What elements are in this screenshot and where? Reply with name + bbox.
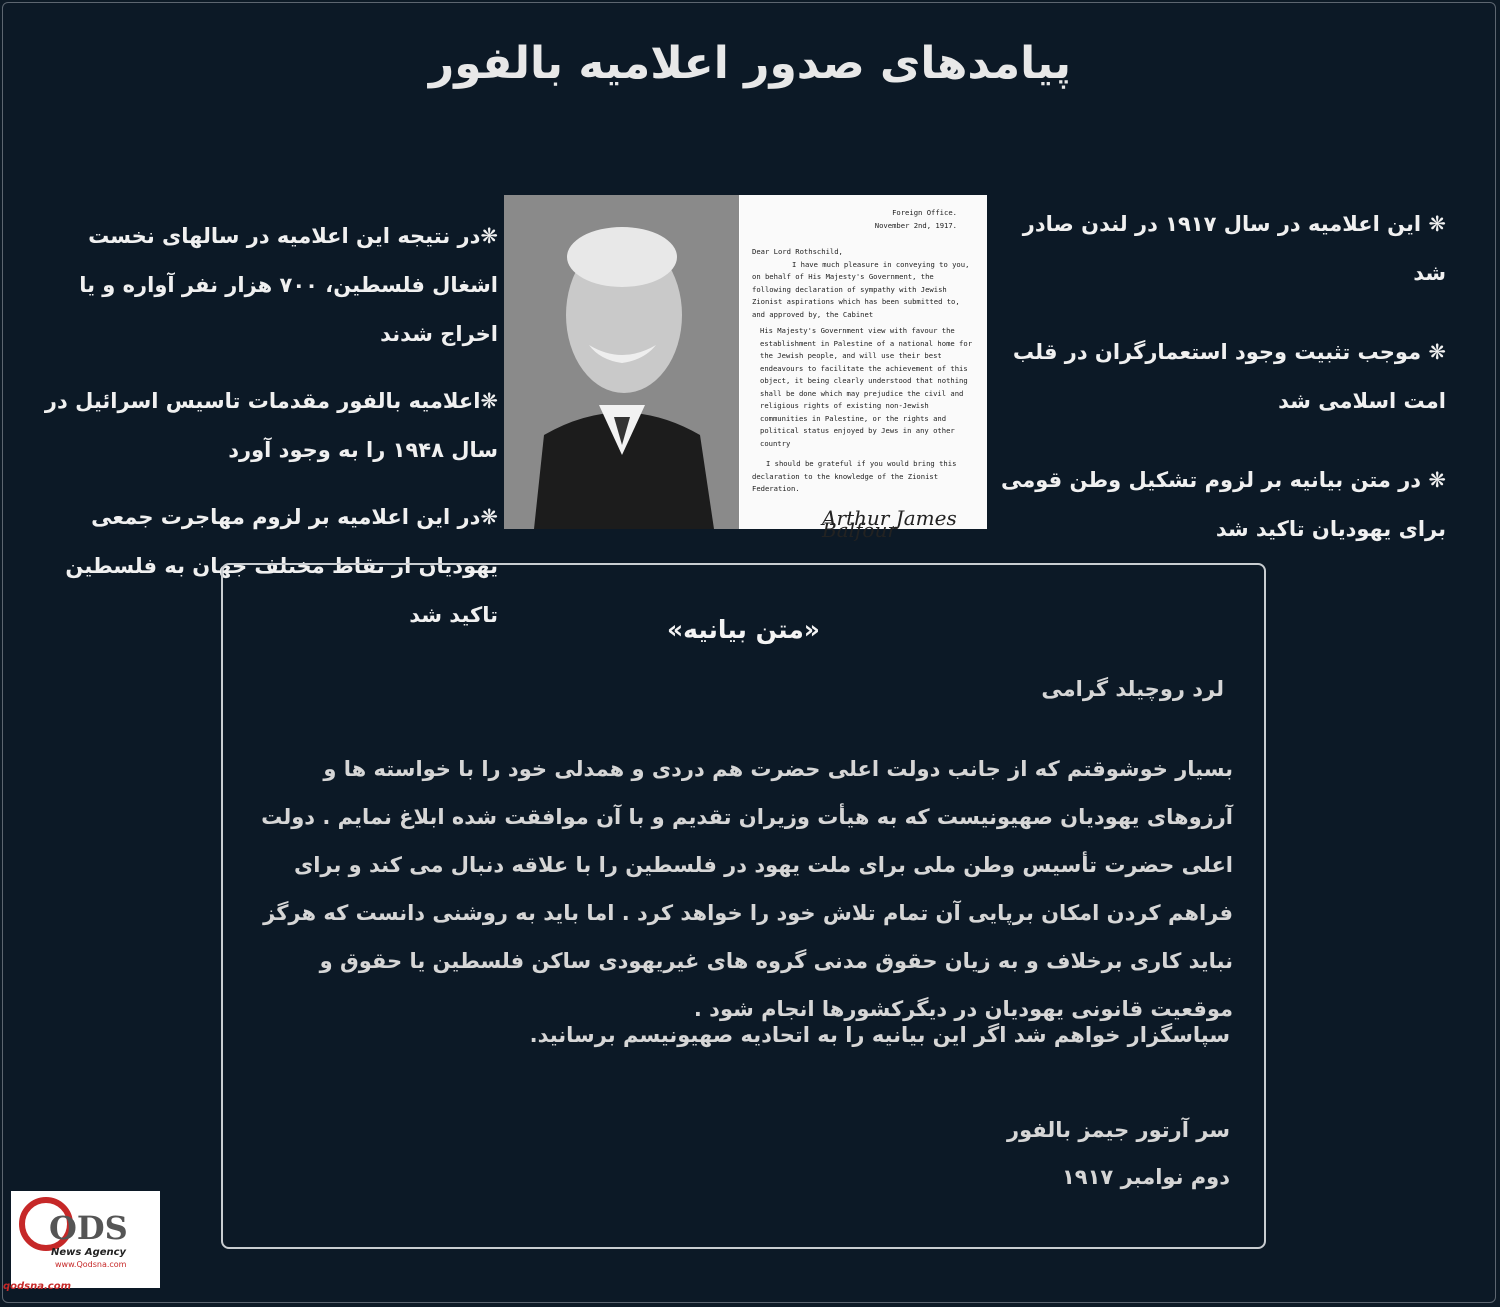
- left-point: ❋در این اعلامیه بر لزوم مهاجرت جمعی یهودیان از نقاط مختلف جهان به فلسطین تاکید شد: [65, 505, 498, 627]
- portrait-drawing: [504, 195, 739, 529]
- page-title: پیامدهای صدور اعلامیه بالفور: [428, 38, 1072, 89]
- statement-title: «متن بیانیه»: [667, 615, 820, 644]
- letter-quote: His Majesty's Government view with favour the establishment in Palestine of a national home for the Jewish people, and will use their best endeavours to facilitate the achievement of this object, it being clearly understood that nothing shall be done which may prejudice the civil and religious rights of existing non-Jewish communities in Palestine, or the rights and political status enjoyed by Jews in any other country: [760, 326, 973, 448]
- left-point: ❋اعلامیه بالفور مقدمات تاسیس اسرائیل در سال ۱۹۴۸ را به وجود آورد: [44, 389, 498, 462]
- statement-box: [221, 563, 1266, 1249]
- statement-salutation: لرد روچیلد گرامی: [1041, 677, 1224, 701]
- watermark: qodsna.com: [3, 1281, 72, 1292]
- right-point: ❋ این اعلامیه در سال ۱۹۱۷ در لندن صادر شد: [1022, 212, 1446, 285]
- right-points: [1000, 200, 1446, 584]
- statement-thanks: سپاسگزار خواهم شد اگر این بیانیه را به اتحادیه صهیونیسم برسانید.: [529, 1023, 1230, 1047]
- letter-body: I have much pleasure in conveying to you, on behalf of His Majesty's Government, the following declaration of sympathy with Jewish Zionist aspirations which has been submitted to, and approved by, the Cabinet: [752, 259, 970, 319]
- letter-office: Foreign Office.: [892, 208, 957, 217]
- logo-tagline: News Agency: [51, 1247, 127, 1258]
- letter-date: November 2nd, 1917.: [874, 220, 957, 230]
- right-point: ❋ در متن بیانیه بر لزوم تشکیل وطن قومی برای یهودیان تاکید شد: [1001, 468, 1446, 541]
- left-point: ❋در نتیجه این اعلامیه در سالهای نخست اشغال فلسطین، ۷۰۰ هزار نفر آواره و یا اخراج شدند: [79, 224, 498, 346]
- logo-url: www.Qodsna.com: [55, 1260, 127, 1269]
- letter-greeting: Dear Lord Rothschild,: [752, 247, 843, 256]
- balfour-image: [504, 195, 987, 542]
- declaration-letter: [740, 195, 987, 542]
- letter-closing: I should be grateful if you would bring this declaration to the knowledge of the Zionist Federation.: [752, 459, 957, 493]
- statement-signer: سر آرتور جیمز بالفور: [1007, 1118, 1230, 1142]
- statement-body: بسیار خوشوقتم که از جانب دولت اعلی حضرت هم دردی و همدلی خود را با خواسته ها و آرزوهای یهودیان صهیونیست که به هیأت وزیران تقدیم و با آن موافقت شده ابلاغ نمایم . دولت اعلی حضرت تأسیس وطن ملی برای ملت یهود در فلسطین را با علاقه دنبال می کند و برای فراهم کردن امکان برپایی آن تمام تلاش خود را خواهد کرد . اما باید به روشنی دانست که هرگز نباید کاری برخلاف و به زیان حقوق مدنی گروه های غیریهودی ساکن فلسطین یا حقوق و موقعیت قانونی یهودیان در دیگرکشورها انجام شود .: [261, 757, 1233, 1021]
- balfour-portrait: [504, 195, 739, 529]
- letter-signature: Arthur James Balfour: [822, 505, 957, 542]
- qods-logo: [11, 1191, 160, 1288]
- right-point: ❋ موجب تثبیت وجود استعمارگران در قلب امت اسلامی شد: [1012, 340, 1446, 413]
- statement-date: دوم نوامبر ۱۹۱۷: [1061, 1165, 1230, 1189]
- logo-brand: ODS: [49, 1209, 128, 1247]
